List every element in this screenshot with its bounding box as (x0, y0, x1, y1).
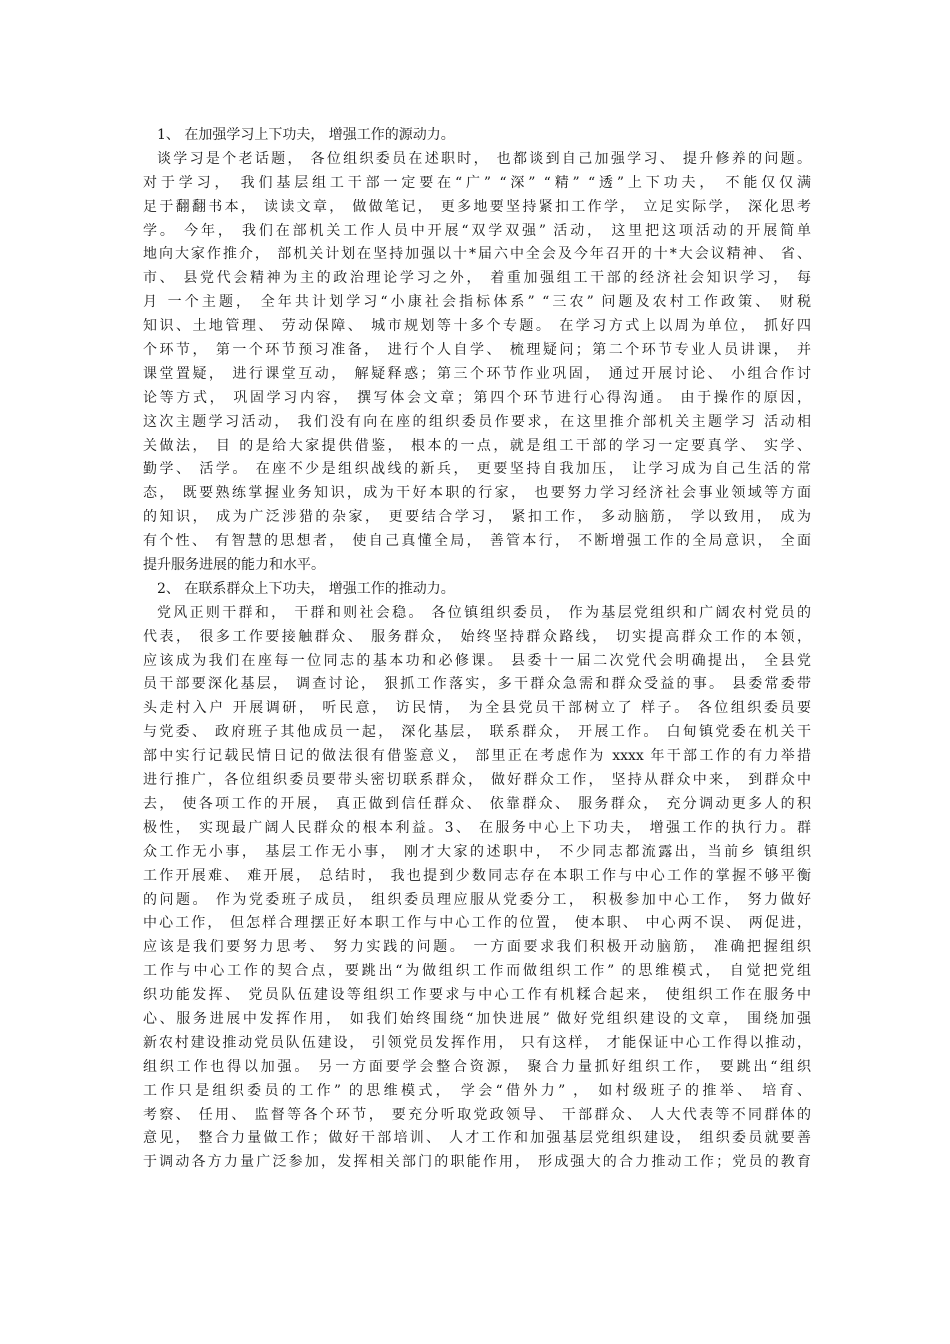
text-line: 众工作无小事， 基层工作无小事， 刚才大家的述职中， 不少同志都流露出，当前乡 镇组织 (143, 843, 811, 860)
section-heading: 2、 在联系群众上下功夫， 增强工作的推动力。 (157, 580, 455, 597)
text-line: 工作开展难、 难开展， 总结时， 我也提到少数同志存在本职工作与中心工作的掌握不够平衡 (143, 867, 811, 884)
text-line: 于调动各方力量广泛参加，发挥相关部门的职能作用， 形成强大的合力推动工作；党员的教育 (143, 1154, 811, 1171)
text-line: 与党委、 政府班子其他成员一起， 深化基层， 联系群众， 开展工作。 白甸镇党委在机关干 (143, 724, 811, 741)
text-line: 应该成为我们在座每一位同志的基本功和必修课。 县委十一届二次党代会明确提出， 全县党 (143, 652, 811, 669)
text-line: 工作只是组织委员的工作” 的思维模式， 学会“借外力” ， 如村级班子的推举、 培育、 (143, 1082, 811, 1099)
text-line: 知识、土地管理、 劳动保障、 城市规划等十多个专题。 在学习方式上以周为单位， 抓好四 (143, 318, 811, 335)
text-line: 部中实行记载民情日记的做法很有借鉴意义， 部里正在考虑作为 xxxx 年干部工作的有力举措 (143, 748, 811, 765)
text-line: 极性， 实现最广阔人民群众的根本利益。3、 在服务中心上下功夫， 增强工作的执行力。群 (143, 819, 811, 836)
text-line: 月 一个主题， 全年共计划学习“小康社会指标体系” “三农” 问题及农村工作政策、 财税 (143, 294, 811, 311)
text-line: 对于学习， 我们基层组工干部一定要在“广” “深” “精” “透”上下功夫， 不能仅仅满 (143, 174, 811, 191)
text-line: 提升服务进展的能力和水平。 (143, 557, 325, 574)
document-page (143, 124, 811, 1175)
text-line: 考察、 任用、 监督等各个环节， 要充分听取党政领导、 干部群众、 人大代表等不同群体的 (143, 1106, 811, 1123)
text-line: 的问题。 作为党委班子成员， 组织委员理应服从党委分工， 积极参加中心工作， 努力做好 (143, 891, 811, 908)
text-line: 勤学、 活学。 在座不少是组织战线的新兵， 更要坚持自我加压， 让学习成为自己生活的常 (143, 461, 811, 478)
text-line: 足于翻翻书本， 读读文章， 做做笔记， 更多地要坚持紧扣工作学， 立足实际学， 深化思考 (143, 198, 811, 215)
text-line: 态， 既要熟练掌握业务知识，成为干好本职的行家， 也要努力学习经济社会事业领域等方面 (143, 485, 811, 502)
text-line: 党风正则干群和， 干群和则社会稳。 各位镇组织委员， 作为基层党组织和广阔农村党员的 (157, 604, 811, 621)
text-line: 中心工作， 但怎样合理摆正好本职工作与中心工作的位置， 使本职、 中心两不误、 两促进， (143, 915, 811, 932)
text-line: 关做法， 目 的是给大家提供借鉴， 根本的一点，就是组工干部的学习一定要真学、 实学、 (143, 437, 811, 454)
text-line: 织功能发挥、 党员队伍建设等组织工作要求与中心工作有机糅合起来， 使组织工作在服务中 (143, 987, 811, 1004)
text-line: 论等方式， 巩固学习内容， 撰写体会文章；第四个环节进行心得沟通。 由于操作的原因， (143, 389, 811, 406)
text-line: 地向大家作推介， 部机关计划在坚持加强以十*届六中全会及今年召开的十*大会议精神、 省、 (143, 246, 811, 263)
text-line: 应该是我们要努力思考、 努力实践的问题。 一方面要求我们积极开动脑筋， 准确把握组织 (143, 939, 811, 956)
text-line: 心、服务进展中发挥作用， 如我们始终围绕“加快进展” 做好党组织建设的文章， 围绕加强 (143, 1010, 811, 1027)
text-line: 新农村建设推动党员队伍建设， 引领党员发挥作用， 只有这样， 才能保证中心工作得以推动， (143, 1034, 811, 1051)
text-line: 意见， 整合力量做工作；做好干部培训、 人才工作和加强基层党组织建设， 组织委员就要善 (143, 1130, 811, 1147)
text-line: 的知识， 成为广泛涉猎的杂家， 更要结合学习， 紧扣工作， 多动脑筋， 学以致用， 成为 (143, 509, 811, 526)
text-line: 员干部要深化基层， 调查讨论， 狠抓工作落实，多干群众急需和群众受益的事。 县委常委带 (143, 676, 811, 693)
text-line: 课堂置疑， 进行课堂互动， 解疑释惑；第三个环节作业巩固， 通过开展讨论、 小组合作讨 (143, 365, 811, 382)
text-line: 进行推广，各位组织委员要带头密切联系群众， 做好群众工作， 坚持从群众中来， 到群众中 (143, 772, 811, 789)
text-line: 去， 使各项工作的开展， 真正做到信任群众、 依靠群众、 服务群众， 充分调动更多人的积 (143, 795, 811, 812)
text-line: 头走村入户 开展调研， 听民意， 访民情， 为全县党员干部树立了 样子。 各位组织委员要 (143, 700, 811, 717)
section-heading: 1、 在加强学习上下功夫， 增强工作的源动力。 (157, 127, 455, 143)
text-line: 个环节， 第一个环节预习准备， 进行个人自学、 梳理疑问；第二个环节专业人员讲课， 并 (143, 342, 811, 359)
text-line: 学。 今年， 我们在部机关工作人员中开展“双学双强” 活动， 这里把这项活动的开展简单 (143, 222, 811, 239)
text-line: 有个性、 有智慧的思想者， 使自己真懂全局， 善管本行， 不断增强工作的全局意识， 全面 (143, 533, 811, 550)
text-line: 代表， 很多工作要接触群众、 服务群众， 始终坚持群众路线， 切实提高群众工作的本领， (143, 628, 811, 645)
text-line: 组织工作也得以加强。 另一方面要学会整合资源， 聚合力量抓好组织工作， 要跳出“组织 (143, 1058, 811, 1075)
text-line: 谈学习是个老话题， 各位组织委员在述职时， 也都谈到自己加强学习、 提升修养的问题。 (157, 150, 811, 167)
text-line: 市、 县党代会精神为主的政治理论学习之外， 着重加强组工干部的经济社会知识学习， 每 (143, 270, 811, 287)
text-line: 工作与中心工作的契合点，要跳出“为做组织工作而做组织工作” 的思维模式， 自觉把党组 (143, 963, 811, 980)
text-line: 这次主题学习活动， 我们没有向在座的组织委员作要求，在这里推介部机关主题学习 活动相 (143, 413, 811, 430)
